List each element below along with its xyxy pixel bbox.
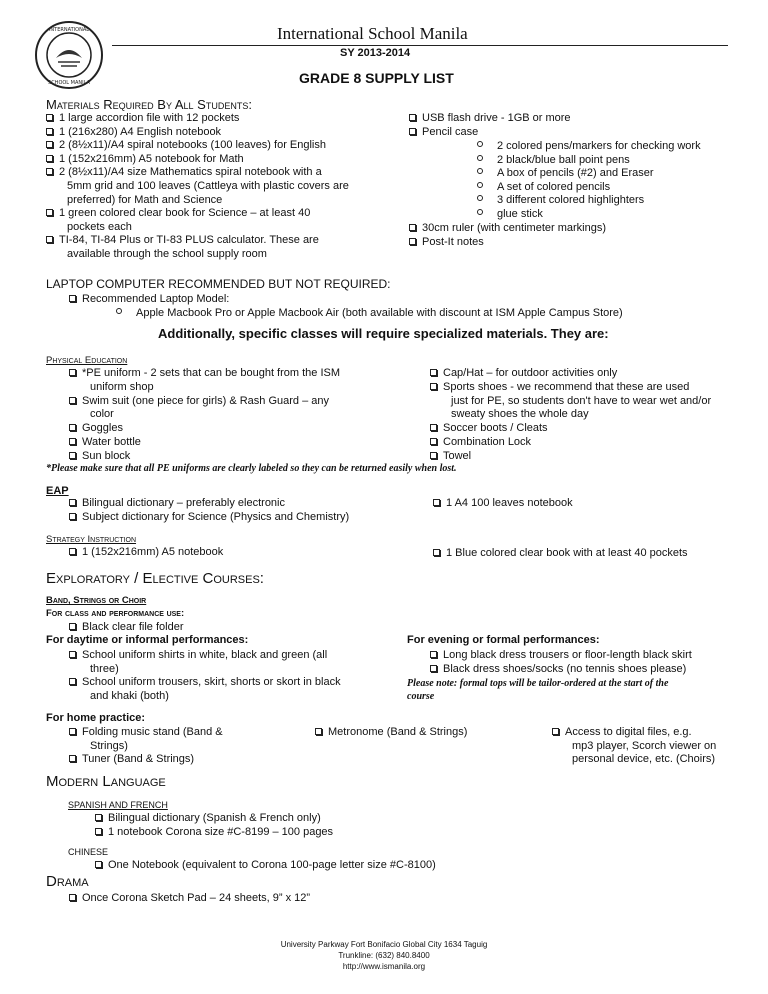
- home-item: personal device, etc. (Choirs): [572, 753, 716, 765]
- home-col2-item: Metronome (Band & Strings): [315, 726, 467, 739]
- home-item: Folding music stand (Band &: [69, 726, 223, 739]
- school-seal-logo: [34, 20, 104, 90]
- header-rule: [112, 45, 728, 46]
- school-name: International School Manila: [277, 24, 468, 43]
- modern-language-heading: Modern Language: [46, 773, 166, 790]
- pe-item: Water bottle: [69, 436, 141, 449]
- laptop-heading: LAPTOP COMPUTER RECOMMENDED BUT NOT REQUIRED:: [46, 277, 391, 291]
- pe-item: uniform shop: [90, 380, 154, 393]
- strategy-heading: Strategy Instruction: [46, 534, 137, 545]
- pe-item: just for PE, so students don't have to wear wet and/or: [451, 394, 712, 407]
- chinese-item: One Notebook (equivalent to Corona 100-page letter size #C-8100): [95, 859, 436, 872]
- evening-item: Black dress shoes/socks (no tennis shoes please): [430, 663, 686, 676]
- materials-item: Post-It notes: [409, 236, 484, 249]
- pe-item: color: [90, 408, 114, 421]
- materials-item: pockets each: [67, 220, 132, 233]
- home-item: mp3 player, Scorch viewer on: [572, 739, 717, 752]
- pe-item: *PE uniform - 2 sets that can be bought from the ISM: [69, 367, 340, 380]
- class-use-heading: For class and performance use:: [46, 608, 185, 619]
- pe-note: *Please make sure that all PE uniforms are clearly labeled so they can be returned easily when lost.: [46, 463, 457, 474]
- materials-item: TI-84, TI-84 Plus or TI-83 PLUS calculator. These are: [46, 234, 319, 247]
- eap-right-item: 1 A4 100 leaves notebook: [433, 497, 573, 510]
- pe-item: Towel: [430, 450, 471, 463]
- materials-item: 30cm ruler (with centimeter markings): [409, 222, 606, 235]
- footer-address: University Parkway Fort Bonifacio Global City 1634 Taguig: [280, 940, 488, 949]
- home-item: Tuner (Band & Strings): [69, 753, 194, 766]
- materials-item: Pencil case: [409, 126, 478, 139]
- pe-heading: Physical Education: [46, 355, 128, 366]
- evening-note-2: course: [407, 691, 435, 702]
- materials-item: 1 (152x216mm) A5 notebook for Math: [46, 153, 244, 166]
- footer-url[interactable]: http://www.ismanila.org: [342, 962, 426, 971]
- materials-item: 1 (216x280) A4 English notebook: [46, 126, 221, 139]
- evening-heading: For evening or formal performances:: [407, 634, 600, 646]
- strategy-right-item: 1 Blue colored clear book with at least 40 pockets: [433, 547, 688, 560]
- materials-item: 1 green colored clear book for Science – at least 40: [46, 207, 310, 220]
- footer: [0, 939, 768, 972]
- materials-item: 2 (8½x11)/A4 spiral notebooks (100 leaves) for English: [46, 139, 326, 152]
- materials-item: 1 large accordion file with 12 pockets: [46, 112, 239, 125]
- daytime-item: School uniform shirts in white, black and green (all: [69, 649, 327, 662]
- daytime-item: and khaki (both): [90, 689, 169, 702]
- daytime-item: three): [90, 662, 119, 675]
- evening-note-1: Please note: formal tops will be tailor-ordered at the start of the: [407, 678, 669, 689]
- eap-item: Subject dictionary for Science (Physics and Chemistry): [69, 511, 349, 524]
- laptop-sub: Apple Macbook Pro or Apple Macbook Air (both available with discount at ISM Apple Campus Store): [116, 307, 623, 320]
- materials-item: 5mm grid and 100 leaves (Cattleya with plastic covers are: [67, 180, 349, 192]
- materials-item: 2 (8½x11)/A4 size Mathematics spiral notebook with a: [46, 166, 322, 179]
- eap-item: Bilingual dictionary – preferably electronic: [69, 497, 285, 510]
- band-heading: Band, Strings or Choir: [46, 595, 147, 606]
- drama-heading: Drama: [46, 873, 89, 890]
- pe-item: Sports shoes - we recommend that these are used: [430, 381, 689, 394]
- pe-item: Cap/Hat – for outdoor activities only: [430, 367, 617, 380]
- footer-trunkline: Trunkline: (632) 840.8400: [338, 951, 430, 960]
- evening-item: Long black dress trousers or floor-length black skirt: [430, 649, 692, 662]
- pencil-case-item: A box of pencils (#2) and Eraser: [477, 167, 654, 180]
- daytime-heading: For daytime or informal performances:: [46, 634, 249, 646]
- materials-item: available through the school supply room: [67, 248, 267, 260]
- svg-text:INTERNATIONAL: INTERNATIONAL: [48, 27, 90, 33]
- chinese-heading: CHINESE: [68, 847, 109, 857]
- pe-item: Soccer boots / Cleats: [430, 422, 548, 435]
- pe-item: Swim suit (one piece for girls) & Rash Guard – any: [69, 395, 329, 408]
- sf-item: Bilingual dictionary (Spanish & French only): [95, 812, 321, 825]
- materials-heading: Materials Required By All Students:: [46, 97, 252, 112]
- pe-item: Combination Lock: [430, 436, 531, 449]
- page-title: GRADE 8 SUPPLY LIST: [299, 70, 454, 86]
- pe-item: Goggles: [69, 422, 123, 435]
- exploratory-heading: Exploratory / Elective Courses:: [46, 570, 264, 587]
- materials-item: USB flash drive - 1GB or more: [409, 112, 571, 125]
- additional-heading: Additionally, specific classes will require specialized materials. They are:: [158, 326, 609, 341]
- home-heading: For home practice:: [46, 712, 146, 724]
- pe-item: sweaty shoes the whole day: [451, 408, 589, 421]
- strategy-left-item: 1 (152x216mm) A5 notebook: [69, 546, 223, 559]
- drama-item: Once Corona Sketch Pad – 24 sheets, 9” x 12”: [69, 892, 310, 905]
- daytime-item: School uniform trousers, skirt, shorts or skort in black: [69, 676, 341, 689]
- pe-item: Sun block: [69, 450, 130, 463]
- eap-heading: EAP: [46, 485, 69, 497]
- sf-item: 1 notebook Corona size #C-8199 – 100 pages: [95, 826, 333, 839]
- class-item: Black clear file folder: [69, 621, 184, 634]
- pencil-case-item: glue stick: [477, 208, 543, 221]
- home-item: Strings): [90, 739, 128, 752]
- pencil-case-item: 3 different colored highlighters: [477, 194, 644, 207]
- pencil-case-item: A set of colored pencils: [477, 181, 610, 194]
- home-item: Access to digital files, e.g.: [552, 726, 692, 739]
- laptop-item: Recommended Laptop Model:: [69, 293, 229, 306]
- sf-heading: SPANISH AND FRENCH: [68, 800, 168, 810]
- pencil-case-item: 2 colored pens/markers for checking work: [477, 140, 701, 153]
- materials-item: preferred) for Math and Science: [67, 193, 223, 206]
- pencil-case-item: 2 black/blue ball point pens: [477, 154, 630, 167]
- school-year: SY 2013-2014: [340, 47, 411, 59]
- svg-text:SCHOOL MANILA: SCHOOL MANILA: [48, 80, 90, 86]
